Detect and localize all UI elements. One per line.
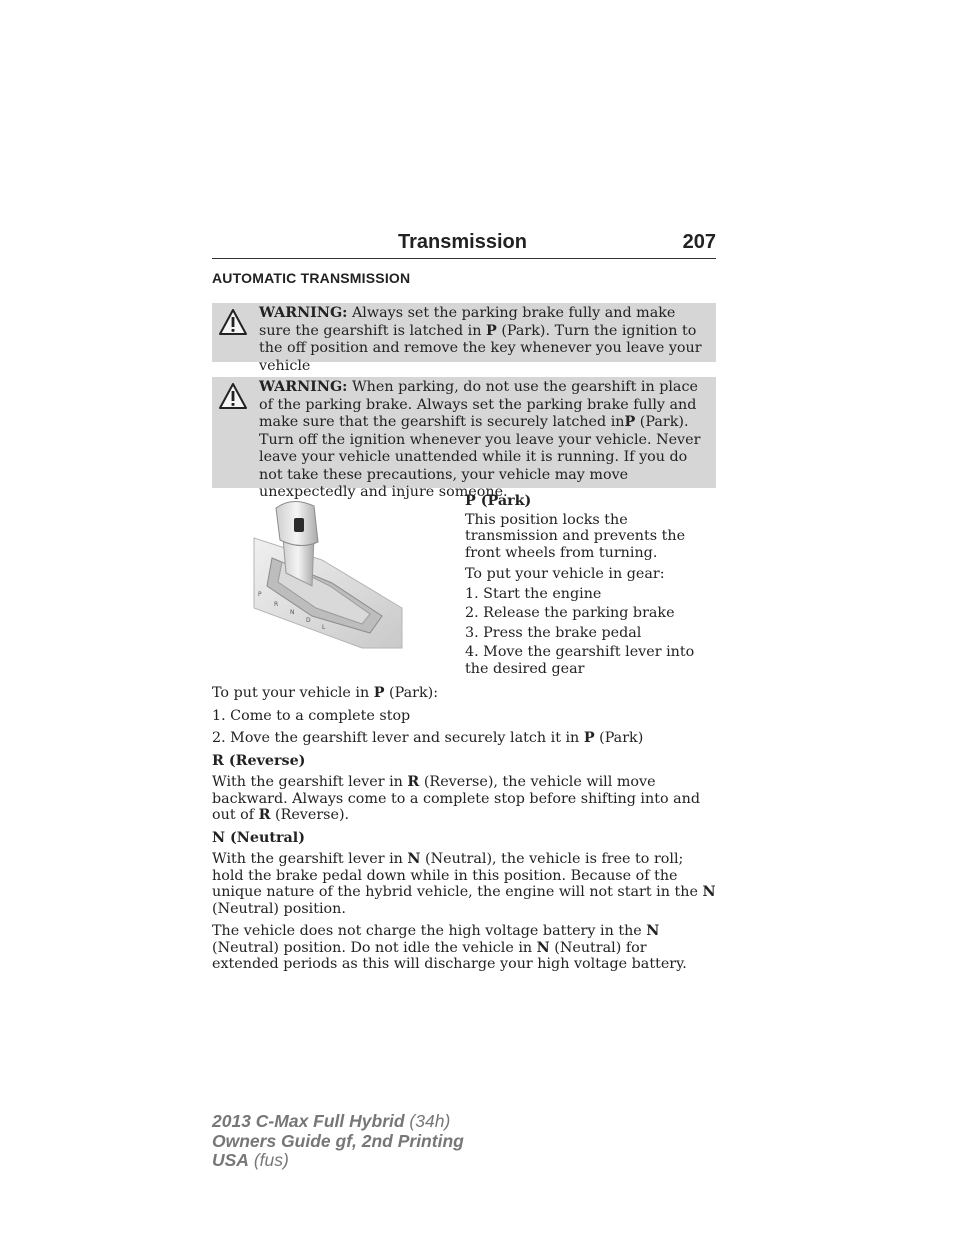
park-text: This position locks the transmission and prevents the front wheels from turning.	[465, 511, 686, 561]
gear-intro: To put your vehicle in gear:	[465, 566, 665, 582]
warning-text-2: WARNING: When parking, do not use the gearshift in place of the parking brake. Always set the parking brake fully and make sure that the gearshift is securely latched inP (Park). Turn off the ignition whenever you leave your vehicle. Never leave your vehicle unattended while it is running. If you do not take these precautions, your vehicle may move unexpectedly and injure someone.	[259, 379, 701, 500]
footer-line-1: 2013 C-Max Full Hybrid (34h)	[212, 1111, 451, 1131]
reverse-text: With the gearshift lever in R (Reverse), the vehicle will move backward. Always come to a complete stop before shifting into and out of R (Reverse).	[212, 774, 700, 823]
warning-text-1: WARNING: Always set the parking brake fully and make sure the gearshift is latched in P (Park). Turn the ignition to the off position and remove the key whenever you leave your vehicle	[259, 305, 702, 374]
page-number: 207	[682, 231, 716, 253]
warning-box-2	[212, 377, 716, 500]
gearshift-illustration	[252, 498, 412, 653]
neutral-heading: N (Neutral)	[212, 829, 305, 846]
park-description	[465, 493, 716, 680]
footer-line-3: USA (fus)	[212, 1150, 289, 1170]
gear-step: 4. Move the gearshift lever into the desired gear	[465, 644, 695, 677]
warning-triangle-icon	[218, 308, 248, 336]
warning-label: WARNING:	[259, 305, 348, 321]
warning-box-1	[212, 303, 716, 374]
warning-triangle-icon	[218, 382, 248, 410]
park-heading: P (Park)	[465, 493, 532, 509]
gear-step: 1. Start the engine	[465, 585, 602, 602]
gear-step: 2. Release the parking brake	[465, 605, 675, 621]
page-header	[212, 228, 716, 259]
park-step: 1. Come to a complete stop	[212, 707, 411, 724]
warning-label: WARNING:	[259, 379, 348, 395]
section-header-title: Transmission	[398, 231, 527, 253]
neutral-text-1: With the gearshift lever in N (Neutral), the vehicle is free to roll; hold the brake pedal down while in this position. Because of the unique nature of the hybrid vehicle, the engine will not start in the N (Neutral) position.	[212, 851, 716, 917]
park-intro: To put your vehicle in P (Park):	[212, 685, 439, 701]
reverse-heading: R (Reverse)	[212, 752, 306, 769]
gear-letter: D	[306, 617, 311, 624]
gear-letter: R	[274, 601, 279, 608]
gear-letter: P	[258, 591, 262, 598]
park-section	[212, 493, 716, 685]
neutral-text-2: The vehicle does not charge the high voltage battery in the N (Neutral) position. Do not idle the vehicle in N (Neutral) for extended periods as this will discharge your high voltage battery.	[212, 923, 687, 972]
footer-line-2: Owners Guide gf, 2nd Printing	[212, 1130, 464, 1151]
gear-letter: L	[322, 624, 326, 631]
section-title: AUTOMATIC TRANSMISSION	[212, 270, 411, 286]
park-step: 2. Move the gearshift lever and securely latch it in P (Park)	[212, 730, 644, 746]
gear-step: 3. Press the brake pedal	[465, 624, 642, 641]
manual-page	[212, 228, 716, 979]
page-footer	[212, 1112, 464, 1171]
body-text	[212, 685, 716, 973]
gear-letter: N	[290, 609, 295, 616]
